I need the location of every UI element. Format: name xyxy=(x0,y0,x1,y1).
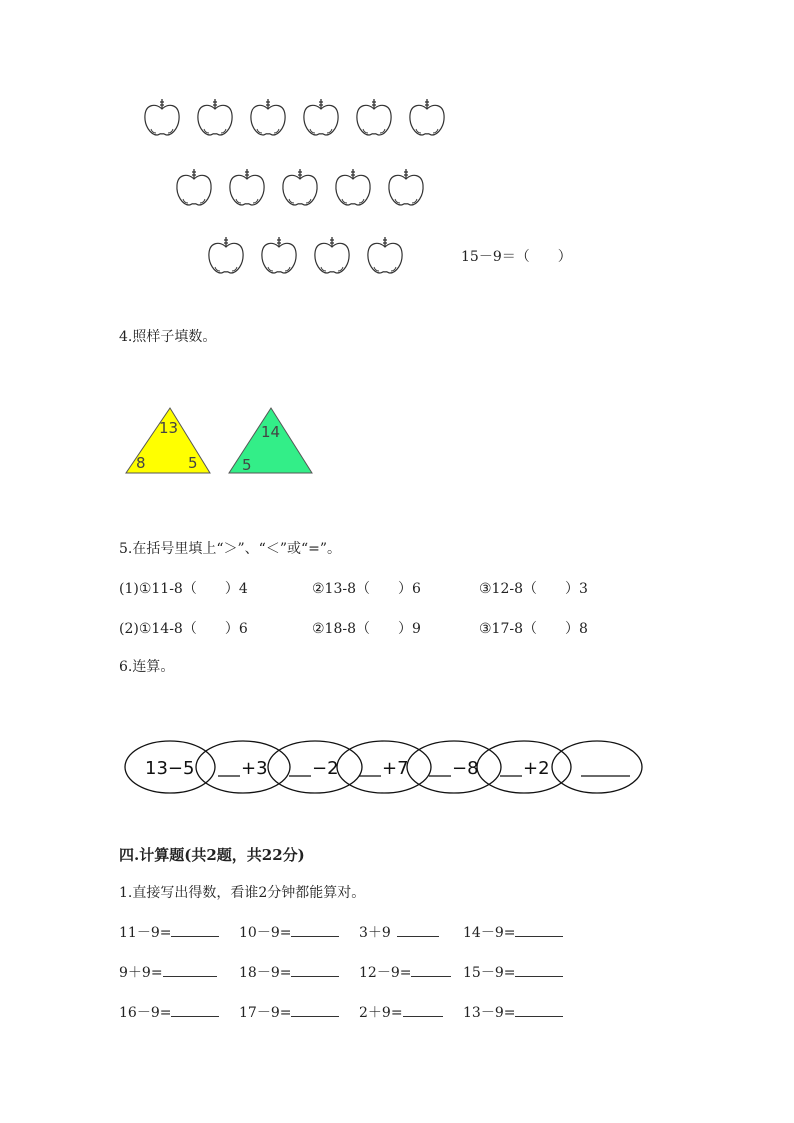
apple-icon xyxy=(195,96,235,138)
q5-row2-item1: (2)①14-8（ ）6 xyxy=(119,621,248,637)
calc-expression: 2＋9= xyxy=(359,1005,403,1021)
answer-blank[interactable] xyxy=(163,962,217,977)
calc-item xyxy=(239,962,339,982)
q5-row2-item3: ③17-8（ ）8 xyxy=(479,621,588,637)
answer-blank[interactable] xyxy=(411,962,451,977)
apple-icon xyxy=(280,166,320,208)
calc-expression: 15－9= xyxy=(463,965,516,981)
answer-blank[interactable] xyxy=(515,1002,563,1017)
task-triangle-left: 5 xyxy=(242,456,252,474)
example-triangle-right: 5 xyxy=(188,454,198,472)
calc-expression: 11－9= xyxy=(119,925,172,941)
example-triangle-top: 13 xyxy=(159,419,179,437)
calc-expression: 9＋9= xyxy=(119,965,163,981)
apple-equation: 15－9＝（ ） xyxy=(461,249,572,265)
answer-blank[interactable] xyxy=(291,1002,339,1017)
q5-row1-item2: ②13-8（ ）6 xyxy=(312,581,421,597)
calc-item xyxy=(119,962,217,982)
answer-blank[interactable] xyxy=(397,922,439,937)
apple-icon xyxy=(312,234,352,276)
section-4-q1-title: 1.直接写出得数，看谁2分钟都能算对。 xyxy=(119,885,366,901)
calc-expression: 13－9= xyxy=(463,1005,516,1021)
chain-op-4: −8 xyxy=(452,758,479,779)
calc-item xyxy=(359,1002,443,1022)
answer-blank[interactable] xyxy=(515,962,563,977)
apple-icon xyxy=(248,96,288,138)
calc-expression: 18－9= xyxy=(239,965,292,981)
calc-expression: 10－9= xyxy=(239,925,292,941)
chain-op-2: −2 xyxy=(312,758,339,779)
apple-icon xyxy=(259,234,299,276)
calc-item xyxy=(119,1002,219,1022)
answer-blank[interactable] xyxy=(291,922,339,937)
q5-row1-item3: ③12-8（ ）3 xyxy=(479,581,588,597)
apple-icon xyxy=(174,166,214,208)
chain-op-5: +2 xyxy=(523,758,550,779)
apple-icon xyxy=(206,234,246,276)
calc-item xyxy=(239,1002,339,1022)
calc-expression: 3＋9 xyxy=(359,925,391,941)
chain-ellipse-7 xyxy=(552,741,642,793)
q5-row1-item1: (1)①11-8（ ）4 xyxy=(119,581,248,597)
apple-icon xyxy=(227,166,267,208)
apple-icon xyxy=(301,96,341,138)
apple-icon xyxy=(365,234,405,276)
apple-icon xyxy=(386,166,426,208)
answer-blank[interactable] xyxy=(515,922,563,937)
task-triangle-top: 14 xyxy=(261,423,281,441)
calc-item xyxy=(463,1002,563,1022)
calc-item xyxy=(119,922,219,942)
section-4-heading: 四.计算题(共2题，共22分) xyxy=(119,846,305,864)
calc-expression: 17－9= xyxy=(239,1005,292,1021)
answer-blank[interactable] xyxy=(403,1002,443,1017)
question-4-title: 4.照样子填数。 xyxy=(119,329,217,345)
apple-icon xyxy=(354,96,394,138)
calc-item xyxy=(239,922,339,942)
question-5-title: 5.在括号里填上“＞”、“＜”或“=”。 xyxy=(119,541,342,557)
example-triangle-left: 8 xyxy=(136,454,146,472)
apple-icon xyxy=(333,166,373,208)
calc-item xyxy=(359,962,451,982)
answer-blank[interactable] xyxy=(171,922,219,937)
chain-op-3: +7 xyxy=(382,758,409,779)
chain-calculation xyxy=(120,738,650,798)
apple-icon xyxy=(142,96,182,138)
calc-item xyxy=(463,922,563,942)
question-6-title: 6.连算。 xyxy=(119,659,175,675)
apple-icon xyxy=(407,96,447,138)
calc-expression: 14－9= xyxy=(463,925,516,941)
chain-start: 13−5 xyxy=(145,758,195,779)
triangles-figure xyxy=(120,400,320,480)
calc-expression: 16－9= xyxy=(119,1005,172,1021)
q5-row2-item2: ②18-8（ ）9 xyxy=(312,621,421,637)
answer-blank[interactable] xyxy=(171,1002,219,1017)
calc-expression: 12－9= xyxy=(359,965,412,981)
calc-item xyxy=(463,962,563,982)
answer-blank[interactable] xyxy=(291,962,339,977)
chain-op-1: +3 xyxy=(241,758,268,779)
calc-item xyxy=(359,922,439,942)
